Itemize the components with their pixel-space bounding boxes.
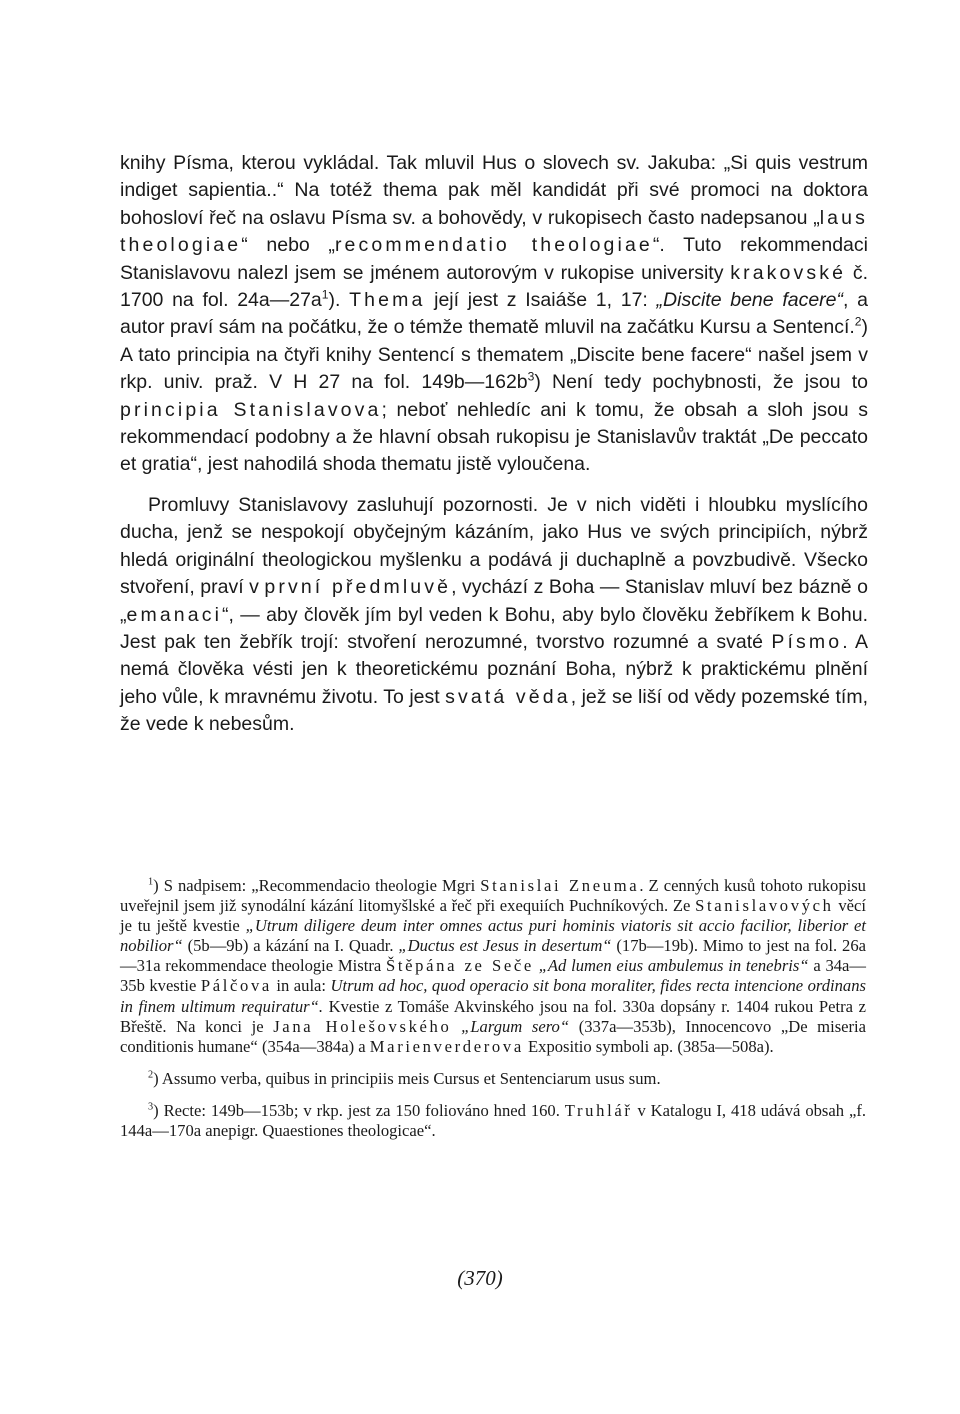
text-segment: , vychází z Boha — Stanislav mluví bez bázně o „ [120, 576, 868, 626]
text-segment: její jest z Isaiáše 1, 17: [425, 289, 657, 312]
text-segment: , a autor praví sám na počátku, že o témže thematě mluvil na začátku Kursu a Sentencí. [120, 289, 868, 339]
italic-text: Utrum ad hoc, quod operacio sit bona moraliter, fides recta intencione ordinans in finem ultimum requiratur“. [120, 976, 866, 1016]
footnote-ref: 3 [527, 369, 535, 384]
text-segment: věcí je tu ještě kvestie [120, 896, 866, 936]
spaced-text: principia Stanislavova [120, 398, 382, 421]
footnote-2 [120, 1069, 866, 1089]
text-segment: knihy Písma, kterou vykládal. Tak mluvil Hus o slovech sv. Jakuba: „Si quis vestrum indiget sapientia..“ Na totéž thema pak měl kandidát při své promoci na doktora bohosloví řeč na oslavu Písma sv. a bohovědy, v rukopisech často nadepsanou „ [120, 152, 868, 229]
footnotes [120, 876, 866, 1141]
spaced-text: svatá věda [445, 685, 571, 708]
text-segment: ). [328, 289, 350, 312]
text-segment: ) S nadpisem: „Recommendacio theologie Mgri [153, 876, 481, 895]
text-segment: , jež se liší od vědy pozemské tím, že vede k nebesům. [120, 685, 868, 736]
footnote-3 [120, 1101, 866, 1141]
spaced-text: Písmo [771, 630, 843, 653]
footnote-1 [120, 876, 866, 1057]
footnote-ref: 3 [148, 1101, 154, 1113]
text-segment: ) Assumo verba, quibus in principiis meis Cursus et Sentenciarum usus sum. [153, 1068, 661, 1088]
paragraph-1 [120, 150, 868, 479]
text-segment: ) Není tedy pochybnosti, že jsou to [534, 371, 868, 394]
footnote-ref: 2 [148, 1069, 154, 1081]
spaced-text: Marienverderova [369, 1036, 524, 1056]
spaced-text: Jana Holešovského [273, 1016, 452, 1036]
page-number: (370) [457, 1266, 503, 1290]
italic-text: „Utrum diligere deum inter omnes actus puri hominis viatoris sit accio facilior, liberior et nobilior“ [120, 916, 867, 956]
footnote-ref: 2 [854, 314, 862, 329]
main-text [120, 150, 868, 739]
text-segment: v Katalogu I, 418 udává obsah „f. 144a—170a anepigr. Quaestiones theologicae“. [120, 1100, 866, 1141]
spaced-text: emanaci [126, 603, 223, 626]
spaced-text: Thema [349, 289, 426, 312]
spaced-text: krakovské [730, 261, 847, 284]
text-segment: . A nemá člověka vésti jen k theoretickému poznání Boha, nýbrž k praktickému plnění jeho vůle, k mravnému životu. To jest [120, 630, 868, 708]
footnote-ref: 1 [321, 287, 329, 302]
spaced-text: Pálčova [200, 976, 272, 996]
spaced-text: recommendatio theologiae [334, 234, 653, 257]
text-segment: ; neboť nehledíc ani k tomu, že obsah a sloh jsou s rekommendací podobny a že hlavní obsah rukopisu je Stanislavův traktát „De peccato et gratia“, jest nahodilá shoda thematu jistě vyloučena. [120, 398, 868, 476]
text-segment: “, — aby člověk jím byl veden k Bohu, aby bylo člověku žebříkem k Bohu. Jest pak ten žebřík trojí: stvoření nerozumné, tvorstvo rozumné a svaté [120, 603, 868, 653]
italic-text: „Ductus est Jesus in desertum“ [398, 936, 612, 956]
italic-text: „Largum sero“ [461, 1016, 570, 1036]
spaced-text: Štěpána ze Seče [385, 956, 534, 976]
text-segment: (5b—9b) a kázání na I. Quadr. [182, 936, 399, 956]
text-segment: Kvestie z Tomáše Akvinského jsou na fol. 330a dopsány r. 1404 rukou Petra z Břeště. Na konci je [120, 996, 866, 1036]
spaced-text: Stanislavových [695, 896, 834, 916]
footnote-ref: 1 [148, 876, 154, 888]
paragraph-2 [120, 492, 868, 739]
text-segment: “ nebo „ [241, 234, 335, 257]
text-segment: (17b—19b). Mimo to jest na fol. 26a—31a rekommendace theologie Mistra [120, 936, 866, 976]
text-segment [451, 1017, 461, 1036]
spaced-text: laus theologiae [120, 206, 868, 257]
spaced-text: první předmluvě [264, 576, 452, 599]
text-segment: ) Recte: 149b—153b; v rkp. jest za 150 foliováno hned 160. [153, 1100, 565, 1120]
text-segment: a 34a—35b kvestie [120, 956, 866, 996]
text-segment: . Z cenných kusů tohoto rukopisu uveřejnil jsem již synodální kázání litomyšlské a řeč při exequiích Puchníkových. Ze [120, 876, 866, 916]
text-segment: č. 1700 na fol. 24a—27a [120, 261, 868, 312]
spaced-text: Stanislai Zneuma [480, 876, 640, 895]
italic-text: „Ad lumen eius ambulemus in tenebris“ [538, 956, 809, 976]
italic-text: „Discite bene facere“ [656, 289, 844, 312]
text-segment: ) A tato principia na čtyři knihy Sentencí s thematem „Discite bene facere“ našel jsem v rkp. univ. praž. V H 27 na fol. 149b—162b [120, 316, 868, 394]
spaced-text: Truhlář [564, 1100, 633, 1120]
text-segment: “. Tuto rekommendaci Stanislavovu nalezl jsem se jménem autorovým v rukopise university [120, 234, 868, 284]
text-segment: Promluvy Stanislavovy zasluhují pozornosti. Je v nich viděti i hloubku myslícího ducha, jenž se nespokojí obyčejným kázáním, jako Hus ve svých principiích, nýbrž hledá originální theologickou myšlenku a podává ji duchaplně a povzbudivě. Všecko stvoření, praví v [120, 493, 868, 599]
text-segment: (337a—353b), Innocencovo „De miseria conditionis humane“ (354a—384a) a [120, 1016, 867, 1056]
text-segment: Expositio symboli ap. (385a—508a). [523, 1036, 774, 1056]
text-segment: in aula: [271, 976, 331, 996]
